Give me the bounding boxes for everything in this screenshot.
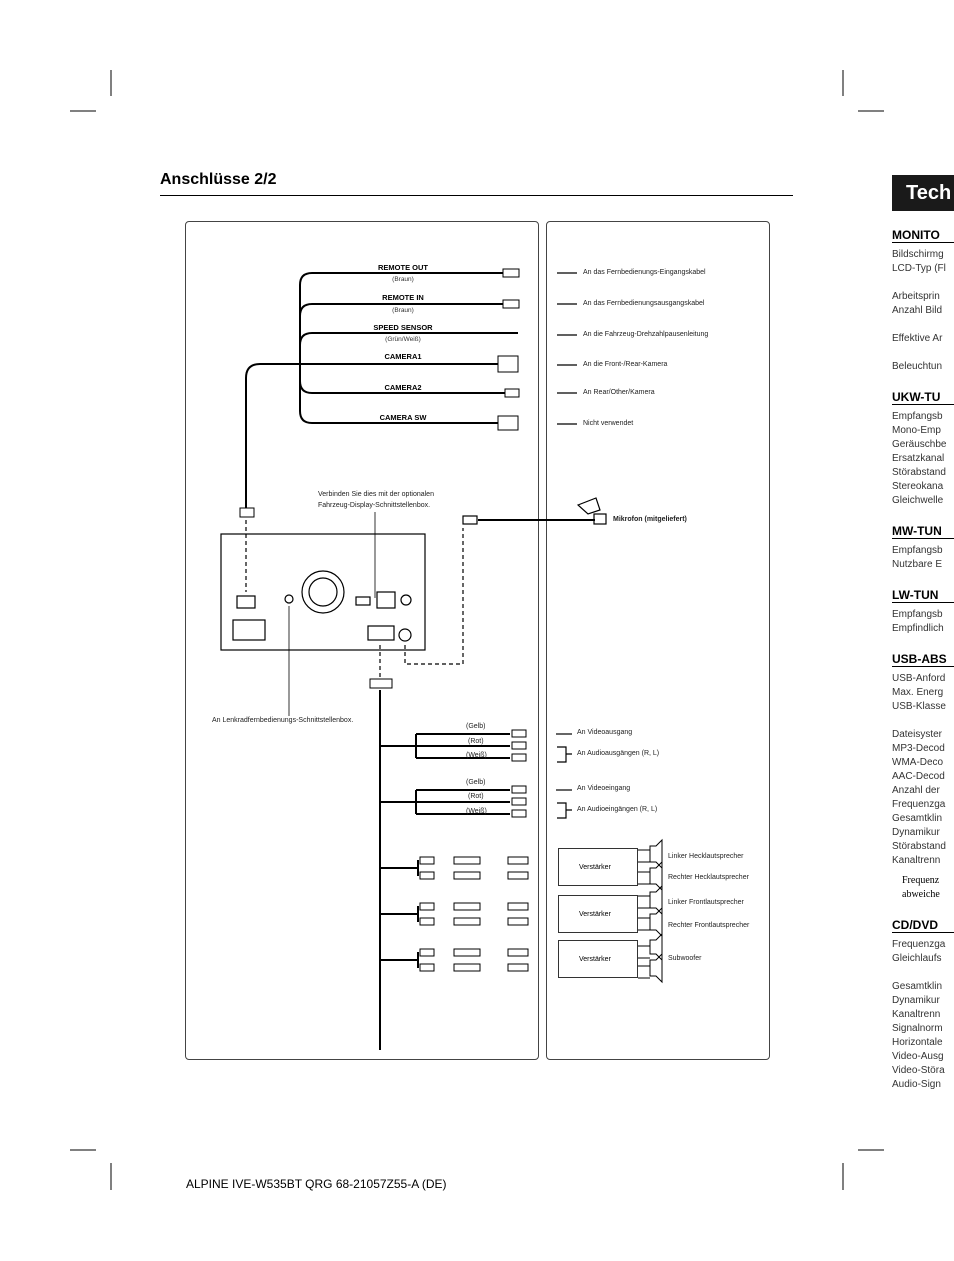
spec-row: Gleichlaufs (892, 953, 942, 964)
spec-row: Ersatzkanal (892, 453, 945, 464)
spec-row: Gesamtklin (892, 813, 943, 824)
display-interface-note: Verbinden Sie dies mit der optionalen Fahrzeug-Display-Schnittstellenbox. (318, 491, 434, 509)
amplifier-rear (558, 848, 638, 886)
connector-color-remote-in: (Braun) (392, 307, 414, 314)
spec-row: Störabstand (892, 467, 946, 478)
spec-row: Arbeitsprin (892, 291, 940, 302)
spec-row: Kanaltrenn (892, 855, 941, 866)
rca-in-video-dest: An Videoeingang (577, 785, 631, 792)
spec-row: WMA-Deco (892, 757, 944, 768)
rca-in-color-yellow: (Gelb) (466, 779, 486, 786)
spec-row: Frequenzga (892, 939, 946, 950)
connector-label-camera-sw: CAMERA SW (379, 413, 427, 422)
spec-row: Dynamikur (892, 827, 940, 838)
spec-row: Frequenzga (892, 799, 946, 810)
page-title: Anschlüsse 2/2 (160, 171, 277, 188)
footer-text: ALPINE IVE-W535BT QRG 68-21057Z55-A (DE) (186, 1177, 447, 1191)
destination-camera-sw: Nicht verwendet (583, 420, 634, 427)
spec-row: Störabstand (892, 841, 946, 852)
destination-camera1: An die Front-/Rear-Kamera (583, 361, 668, 368)
spec-row: Empfangsb (892, 545, 943, 556)
spec-row: Mono-Emp (892, 425, 941, 436)
spec-section-title: USB-ABS (892, 652, 954, 667)
spec-row: Gesamtklin (892, 981, 943, 992)
spec-row: USB-Anford (892, 673, 946, 684)
spec-row: USB-Klasse (892, 701, 946, 712)
spec-tab-title: Tech (892, 175, 954, 211)
spec-row: Dynamikur (892, 995, 940, 1006)
spec-row: Geräuschbe (892, 439, 947, 450)
spec-row: Empfangsb (892, 609, 943, 620)
spec-row: Audio-Sign (892, 1079, 941, 1090)
spec-row: AAC-Decod (892, 771, 945, 782)
spec-column (892, 0, 954, 1261)
speaker-rear-left: Linker Hecklautsprecher (668, 853, 744, 860)
spec-footnote: abweiche (902, 889, 940, 900)
spec-row: Empfindlich (892, 623, 944, 634)
spec-row: Nutzbare E (892, 559, 943, 570)
rca-out-color-red: (Rot) (468, 738, 484, 745)
spec-row: Horizontale (892, 1037, 943, 1048)
destination-speed-sensor: An die Fahrzeug-Drehzahlpausenleitung (583, 331, 709, 338)
spec-section-title: MONITO (892, 228, 954, 243)
amplifier-front-label: Verstärker (579, 910, 611, 918)
spec-row: MP3-Decod (892, 743, 945, 754)
connector-color-speed-sensor: (Grün/Weiß) (385, 336, 421, 343)
spec-row: Stereokana (892, 481, 944, 492)
speaker-subwoofer: Subwoofer (668, 955, 702, 962)
spec-row: Anzahl der (892, 785, 940, 796)
spec-row: Anzahl Bild (892, 305, 943, 316)
amplifier-rear-label: Verstärker (579, 863, 611, 871)
spec-row: Max. Energ (892, 687, 944, 698)
speaker-front-right: Rechter Frontlautsprecher (668, 922, 750, 929)
connector-label-remote-in: REMOTE IN (382, 293, 424, 302)
spec-row: Video-Ausg (892, 1051, 944, 1062)
spec-row: Beleuchtun (892, 361, 943, 372)
connector-label-remote-out: REMOTE OUT (378, 263, 428, 272)
spec-row: Gleichwelle (892, 495, 944, 506)
amplifier-subwoofer-label: Verstärker (579, 955, 611, 963)
connector-label-camera1: CAMERA1 (384, 352, 422, 361)
rca-out-audio-dest: An Audioausgängen (R, L) (577, 750, 660, 757)
amplifier-subwoofer (558, 940, 638, 978)
destination-camera2: An Rear/Other/Kamera (583, 389, 655, 396)
connector-label-camera2: CAMERA2 (384, 383, 422, 392)
spec-row: Video-Störa (892, 1065, 945, 1076)
rca-out-color-white: (Weiß) (466, 752, 487, 759)
rca-in-audio-dest: An Audioeingängen (R, L) (577, 806, 658, 813)
rca-in-color-red: (Rot) (468, 793, 484, 800)
spec-row: Empfangsb (892, 411, 943, 422)
amplifier-front (558, 895, 638, 933)
spec-section-title: UKW-TU (892, 390, 954, 405)
spec-footnote: Frequenz (902, 875, 940, 886)
rca-out-video-dest: An Videoausgang (577, 729, 633, 736)
rca-out-color-yellow: (Gelb) (466, 723, 486, 730)
connector-label-speed-sensor: SPEED SENSOR (373, 323, 433, 332)
spec-row: Kanaltrenn (892, 1009, 941, 1020)
spec-row: Effektive Ar (892, 333, 943, 344)
speaker-front-left: Linker Frontlautsprecher (668, 899, 744, 906)
destination-remote-out: An das Fernbedienungs-Eingangskabel (583, 269, 706, 276)
connector-color-remote-out: (Braun) (392, 276, 414, 283)
spec-row: Bildschirmg (892, 249, 944, 260)
destination-remote-in: An das Fernbedienungsausgangskabel (583, 300, 705, 307)
spec-row: Dateisyster (892, 729, 943, 740)
microphone-label: Mikrofon (mitgeliefert) (613, 516, 687, 523)
spec-row: Signalnorm (892, 1023, 943, 1034)
spec-row: LCD-Typ (Fl (892, 263, 946, 274)
spec-section-title: LW-TUN (892, 588, 954, 603)
rca-in-color-white: (Weiß) (466, 808, 487, 815)
speaker-rear-right: Rechter Hecklautsprecher (668, 874, 749, 881)
steering-interface-note: An Lenkradfernbedienungs-Schnittstellenbox. (212, 717, 354, 724)
spec-section-title: CD/DVD (892, 918, 954, 933)
spec-section-title: MW-TUN (892, 524, 954, 539)
